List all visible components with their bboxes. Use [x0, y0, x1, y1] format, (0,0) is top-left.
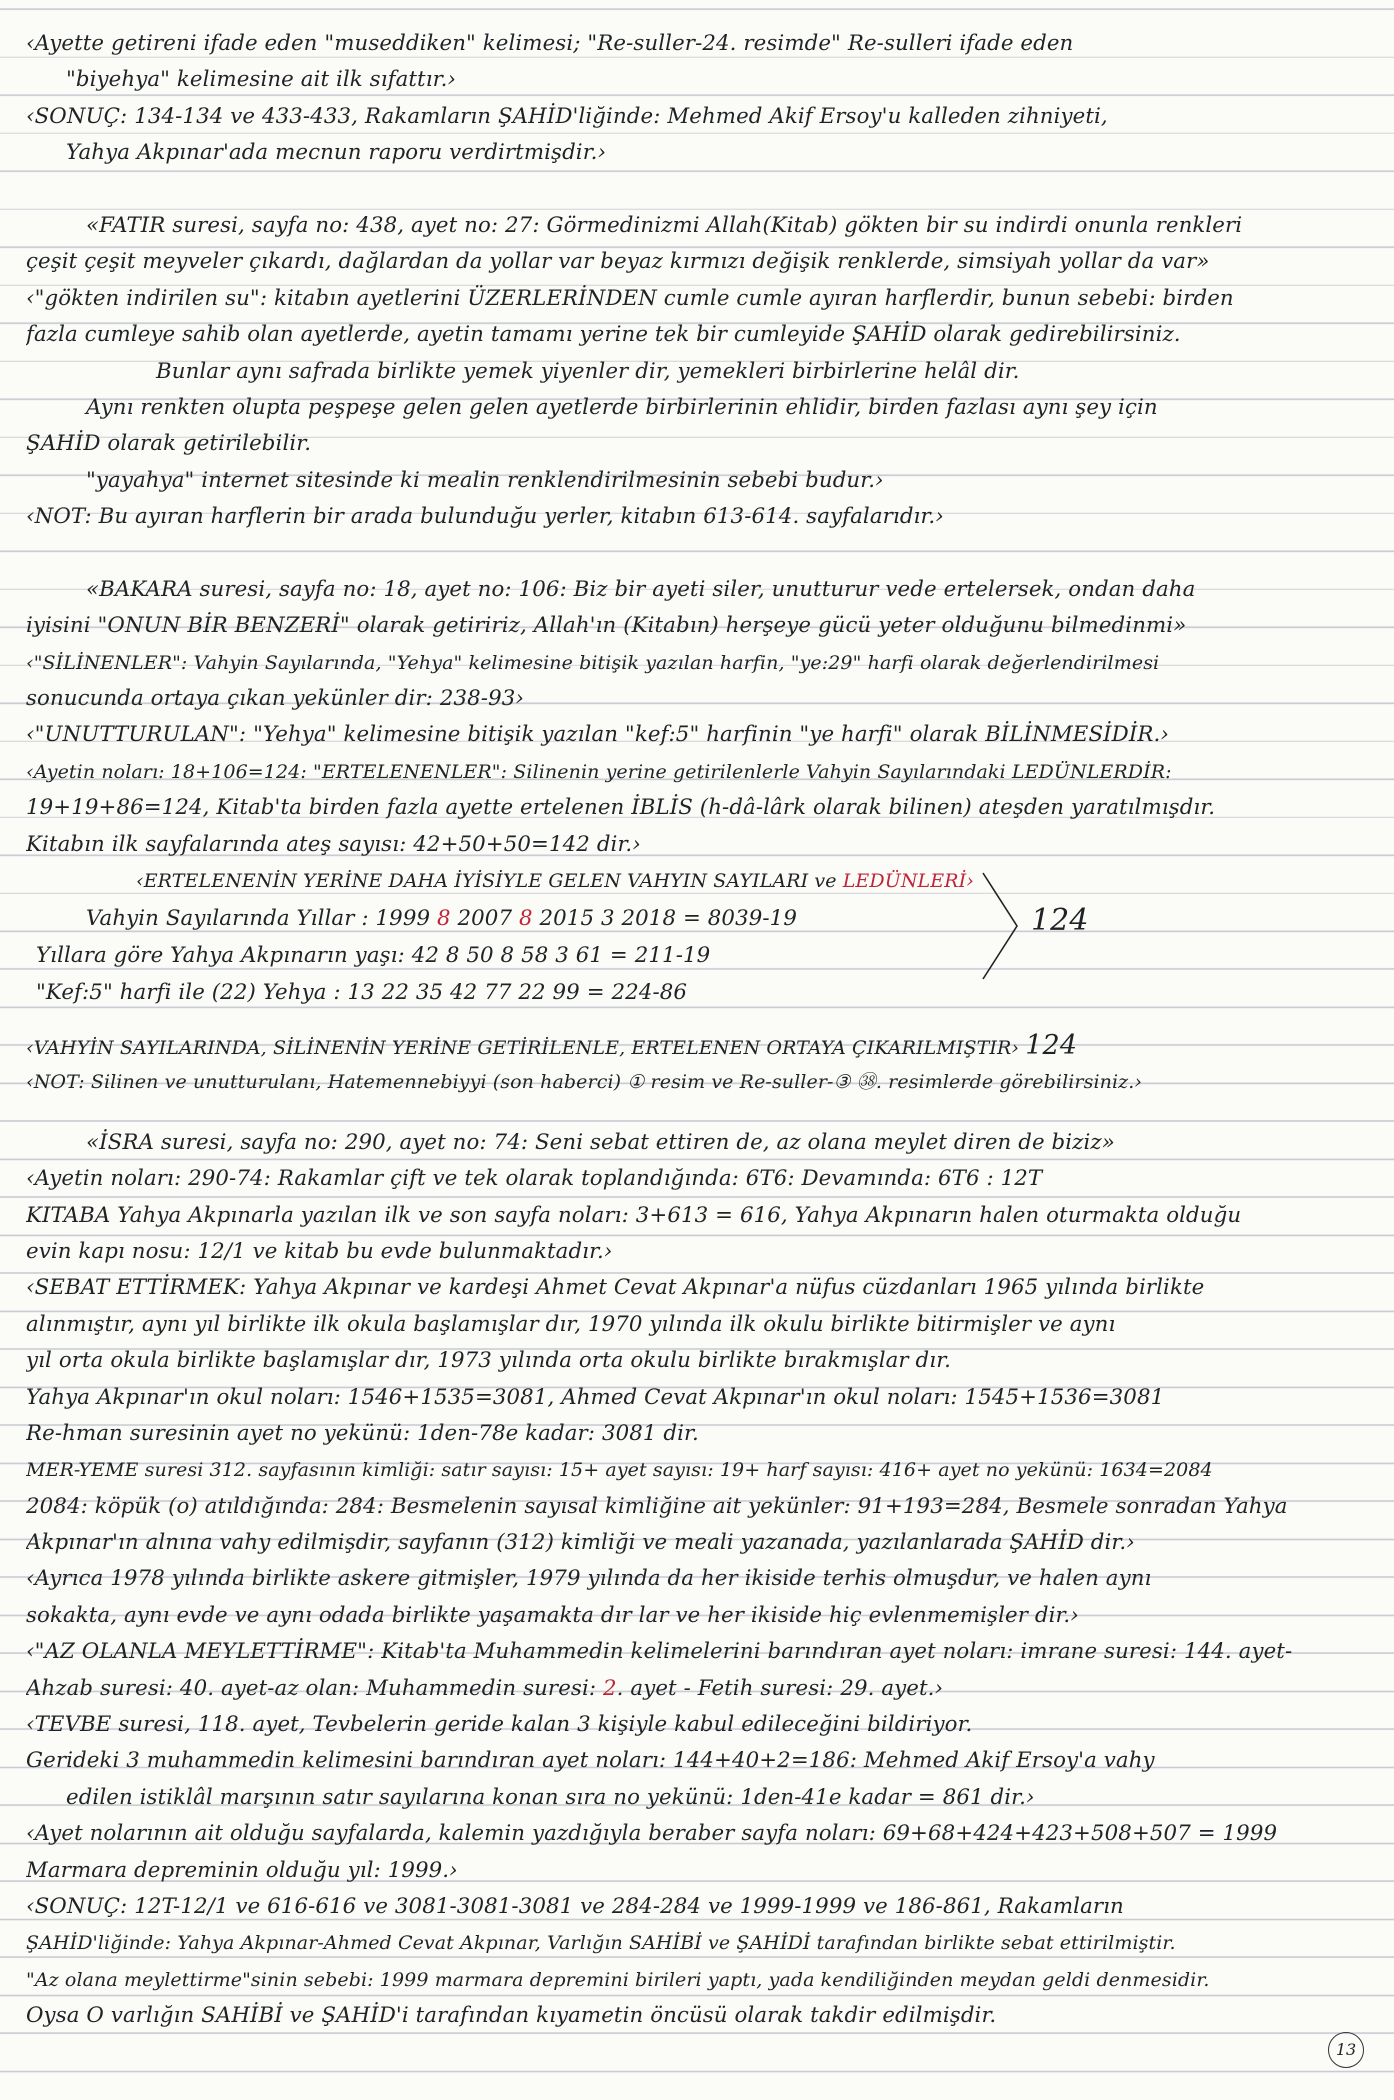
table-row-yillar: Vahyin Sayılarında Yıllar : 1999 8 2007 8 2015 3 2018 = 8039-19 [86, 905, 797, 931]
text-line: ŞAHİD'liğinde: Yahya Akpınar-Ahmed Cevat Akpınar, Varlığın SAHİBİ ve ŞAHİDİ tarafından birlikte sebat ettirilmiştir. [26, 1932, 1176, 1955]
text-line: «FATIR suresi, sayfa no: 438, ayet no: 27: Görmedinizmi Allah(Kitab) gökten bir su indirdi onunla renkleri [86, 212, 1243, 238]
text-line: fazla cumleye sahib olan ayetlerde, ayetin tamamı yerine tek bir cumleyide ŞAHİD olarak gedirebilirsiniz. [26, 322, 1181, 348]
table-row-yas: Yıllara göre Yahya Akpınarın yaşı: 42 8 50 8 58 3 61 = 211-19 [36, 942, 711, 968]
text-line: ‹"SİLİNENLER": Vahyin Sayılarında, "Yehya" kelimesine bitişik yazılan harfin, "ye:29" harfi olarak değerlendirilmesi [26, 651, 1160, 674]
text-line: "yayahya" internet sitesinde ki mealin renklendirilmesinin sebebi budur.› [86, 467, 884, 493]
text-line: ‹"AZ OLANLA MEYLETTİRME": Kitab'ta Muhammedin kelimelerini barındıran ayet noları: imrane suresi: 144. ayet- [26, 1639, 1293, 1665]
text-line: ‹Ayette getireni ifade eden "museddiken" kelimesi; "Re-suller-24. resimde" Re-sulleri ifade eden [26, 31, 1074, 56]
text-line: Marmara depreminin olduğu yıl: 1999.› [26, 1857, 458, 1883]
text-line: ‹TEVBE suresi, 118. ayet, Tevbelerin geride kalan 3 kişiyle kabul edileceğini bildiriyor. [26, 1712, 973, 1738]
text-line: ‹NOT: Silinen ve unutturulanı, Hatemennebiyyi (son haberci) ① resim ve Re-suller-③ ㊳. resimlerde görebilirsiniz.› [26, 1071, 1143, 1094]
text-line: evin kapı nosu: 12/1 ve kitab bu evde bulunmaktadır.› [26, 1238, 613, 1264]
page-number: 13 [1328, 2032, 1364, 2068]
text-line: ‹VAHYİN SAYILARINDA, SİLİNENİN YERİNE GETİRİLENLE, ERTELENEN ORTAYA ÇIKARILMIŞTIR› 124 [26, 1029, 1078, 1061]
text-line: Bunlar aynı safrada birlikte yemek yiyenler dir, yemekleri birbirlerine helâl dir. [156, 358, 1020, 384]
text-line: Gerideki 3 muhammedin kelimesini barındıran ayet noları: 144+40+2=186: Mehmed Akif Ersoy'a vahy [26, 1748, 1155, 1774]
text-line: iyisini "ONUN BİR BENZERİ" olarak getiririz, Allah'ın (Kitabın) herşeye gücü yeter olduğunu bilmedinmi» [26, 613, 1187, 639]
handwritten-text [26, 26, 1366, 2035]
text-line: Kitabın ilk sayfalarında ateş sayısı: 42+50+50=142 dir.› [26, 831, 641, 857]
text-line: yıl orta okula birlikte başlamışlar dır, 1973 yılında orta okulu birlikte bırakmışlar dır. [26, 1348, 952, 1374]
text-line: Aynı renkten olupta peşpeşe gelen gelen ayetlerde birbirlerinin ehlidir, birden fazlası aynı şey için [86, 394, 1158, 420]
text-line: ŞAHİD olarak getirilebilir. [26, 431, 312, 457]
table-header: ‹ERTELENENİN YERİNE DAHA İYİSİYLE GELEN VAHYIN SAYILARI ve LEDÜNLERİ› [136, 869, 974, 892]
text-line: «İSRA suresi, sayfa no: 290, ayet no: 74: Seni sebat ettiren de, az olana meylet diren de biziz» [86, 1129, 1115, 1155]
text-line: Yahya Akpınar'ın okul noları: 1546+1535=3081, Ahmed Cevat Akpınar'ın okul noları: 1545+1536=3081 [26, 1384, 1165, 1410]
text-line: ‹Ayet nolarının ait olduğu sayfalarda, kalemin yazdığıyla beraber sayfa noları: 69+68+424+423+508+507 = 1999 [26, 1821, 1278, 1847]
text-line: edilen istiklâl marşının satır sayılarına konan sıra no yekünü: 1den-41e kadar = 861 dir.› [66, 1784, 1035, 1810]
text-line: Akpınar'ın alnına vahy edilmişdir, sayfanın (312) kimliği ve meali yazanada, yazılanlarada ŞAHİD dir.› [26, 1530, 1135, 1556]
text-line: ‹Ayetin noları: 290-74: Rakamlar çift ve tek olarak toplandığında: 6T6: Devamında: 6T6 : 12T [26, 1166, 1043, 1192]
closing-bracket [981, 871, 1021, 981]
text-line: ‹SONUÇ: 12T-12/1 ve 616-616 ve 3081-3081-3081 ve 284-284 ve 1999-1999 ve 186-861, Rakamların [26, 1893, 1124, 1919]
text-line: Oysa O varlığın SAHİBİ ve ŞAHİD'i tarafından kıyametin öncüsü olarak takdir edilmişdir. [26, 2003, 997, 2029]
text-line: ‹Ayrıca 1978 yılında birlikte askere gitmişler, 1979 yılında da her ikiside terhis olmuşdur, ve halen aynı [26, 1566, 1152, 1592]
ledunleri-label: LEDÜNLERİ› [842, 869, 974, 892]
text-line: "Az olana meylettirme"sinin sebebi: 1999 marmara depremini birileri yaptı, yada kendiliğinden meydan geldi denmesidir. [26, 1968, 1210, 1991]
table-row-kef: "Kef:5" harfi ile (22) Yehya : 13 22 35 42 77 22 99 = 224-86 [36, 979, 688, 1005]
text-line: alınmıştır, aynı yıl birlikte ilk okula başlamışlar dır, 1970 yılında ilk okulu birlikte bitirmişler ve aynı [26, 1311, 1116, 1337]
text-line: sonucunda ortaya çıkan yekünler dir: 238-93› [26, 686, 524, 712]
text-line: ‹SONUÇ: 134-134 ve 433-433, Rakamların ŞAHİD'liğinde: Mehmed Akif Ersoy'u kalleden zihniyeti, [26, 103, 1108, 129]
sayilar-table [26, 863, 1366, 1028]
text-line: 2084: köpük (o) atıldığında: 284: Besmelenin sayısal kimliğine ait yekünler: 91+193=284, Besmele sonradan Yahya [26, 1493, 1288, 1519]
text-line: çeşit çeşit meyveler çıkardı, dağlardan da yollar var beyaz kırmızı değişik renklerde, simsiyah yollar da var» [26, 249, 1210, 275]
text-line: MER-YEME suresi 312. sayfasının kimliği: satır sayısı: 15+ ayet sayısı: 19+ harf sayısı: 416+ ayet no yekünü: 1634=2084 [26, 1459, 1213, 1482]
text-line: ‹SEBAT ETTİRMEK: Yahya Akpınar ve kardeşi Ahmet Cevat Akpınar'a nüfus cüzdanları 1965 yılında birlikte [26, 1275, 1205, 1301]
text-line: "biyehya" kelimesine ait ilk sıfattır.› [66, 67, 457, 93]
text-line: «BAKARA suresi, sayfa no: 18, ayet no: 106: Biz bir ayeti siler, unutturur vede ertelersek, ondan daha [86, 576, 1196, 602]
text-line: ‹"gökten indirilen su": kitabın ayetlerini ÜZERLERİNDEN cumle cumle ayıran harflerdir, bunun sebebi: birden [26, 285, 1234, 311]
text-line: Re-hman suresinin ayet no yekünü: 1den-78e kadar: 3081 dir. [26, 1420, 699, 1446]
red-number: 2 [603, 1675, 617, 1701]
text-line: KITABA Yahya Akpınarla yazılan ilk ve son sayfa noları: 3+613 = 616, Yahya Akpınarın halen oturmakta olduğu [26, 1202, 1242, 1228]
text-line: ‹"UNUTTURULAN": "Yehya" kelimesine bitişik yazılan "kef:5" harfinin "ye harfi" olarak BİLİNMESİDİR.› [26, 722, 1169, 748]
text-line: Ahzab suresi: 40. ayet-az olan: Muhammedin suresi: 2. ayet - Fetih suresi: 29. ayet.› [26, 1675, 944, 1701]
text-line: ‹NOT: Bu ayıran harflerin bir arada bulunduğu yerler, kitabın 613-614. sayfalarıdır.› [26, 504, 944, 530]
text-line: sokakta, aynı evde ve aynı odada birlikte yaşamakta dır lar ve her ikiside hiç evlenmemişler dir.› [26, 1602, 1079, 1628]
text-line: ‹Ayetin noları: 18+106=124: "ERTELENENLER": Silinenin yerine getirilenlerle Vahyin Sayılarındaki LEDÜNLERDİR: [26, 760, 1172, 783]
text-line: 19+19+86=124, Kitab'ta birden fazla ayette ertelenen İBLİS (h-dâ-lârk olarak bilinen) ateşden yaratılmışdır. [26, 795, 1216, 821]
table-total: 124 [1031, 902, 1089, 938]
text-line: Yahya Akpınar'ada mecnun raporu verdirtmişdir.› [66, 140, 607, 166]
